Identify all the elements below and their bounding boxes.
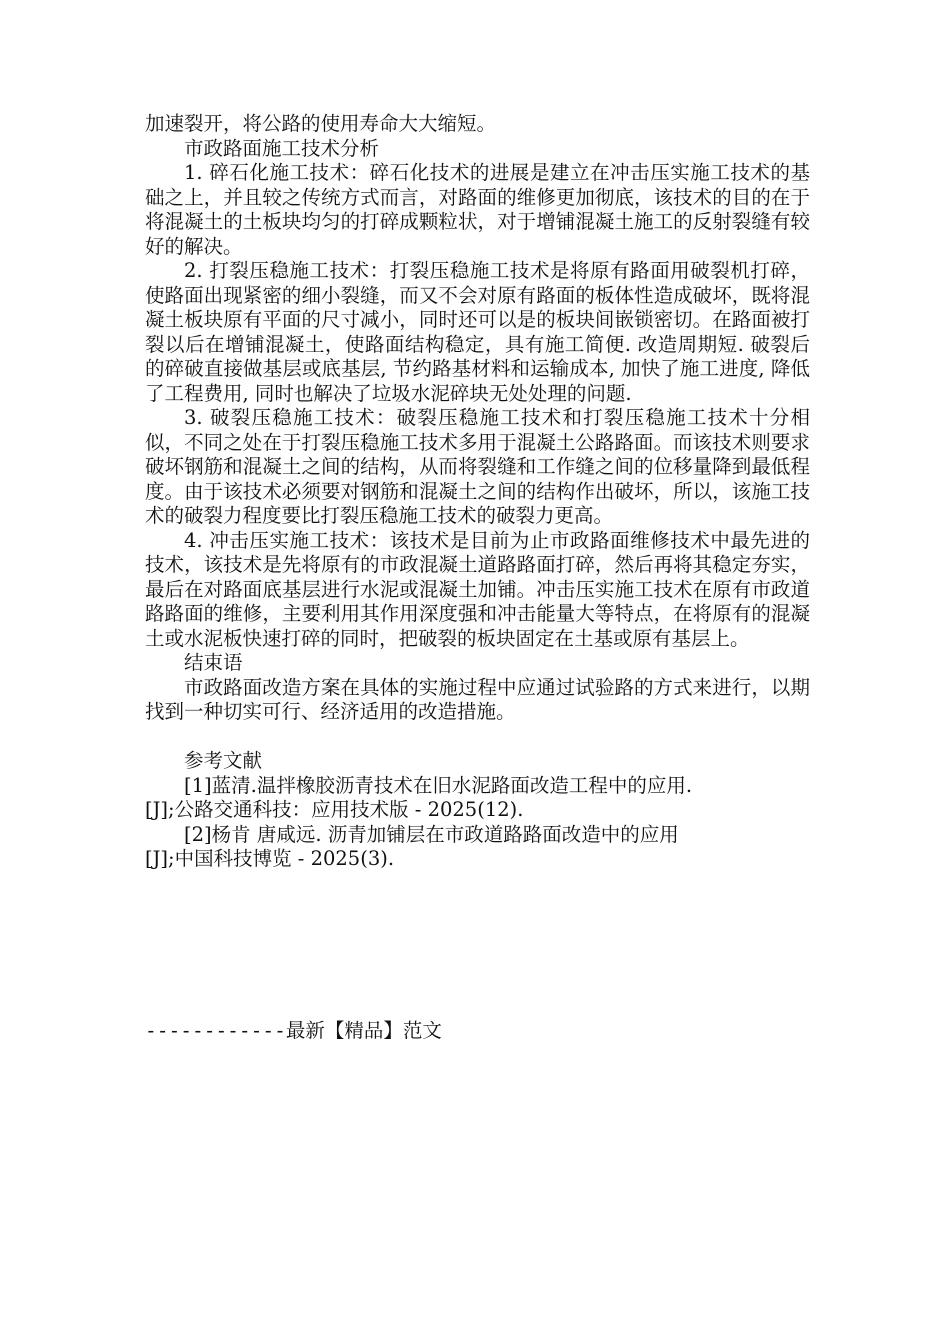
paragraph-2: 2. 打裂压稳施工技术：打裂压稳施工技术是将原有路面用破裂机打碎，使路面出现紧密的细小裂缝，而又不会对原有路面的板体性造成破坏，既将混凝土板块原有平面的尺寸减小，同时还可以是的板块间嵌锁密切。在路面被打裂以后在增铺混凝土，使路面结构稳定，具有施工简便. 改造周期短. 破裂后的碎破直接做基层或底基层, 节约路基材料和运输成本, 加快了施工进度, 降低了工程费用, 同时也解决了垃圾水泥碎块无处处理的问题. (145, 259, 810, 405)
references-heading: 参考文献 (184, 749, 263, 772)
lead-fragment: 加速裂开，将公路的使用寿命大大缩短。 (145, 112, 497, 135)
reference-2-line-2: [J];中国科技博览 - 2025(3). (145, 847, 395, 870)
reference-1-line-2: [J];公路交通科技：应用技术版 - 2025(12). (145, 798, 524, 821)
paragraph-1: 1. 碎石化施工技术：碎石化技术的进展是建立在冲击压实施工技术的基础之上，并且较之传统方式而言，对路面的维修更加彻底，该技术的目的在于将混凝土的土板块均匀的打碎成颗粒状，对于增铺混凝土施工的反射裂缝有较好的解决。 (145, 161, 810, 258)
reference-2-line-1: [2]杨肯 唐咸远. 沥青加铺层在市政道路路面改造中的应用 (184, 822, 679, 846)
conclusion-heading: 结束语 (184, 651, 243, 674)
paragraph-4: 4. 冲击压实施工技术：该技术是目前为止市政路面维修技术中最先进的技术，该技术是先将原有的市政混凝土道路路面打碎，然后再将其稳定夯实，最后在对路面底基层进行水泥或混凝土加铺。冲击压实施工技术在原有市政道路路面的维修，主要利用其作用深度强和冲击能量大等特点，在将原有的混凝土或水泥板快速打碎的同时，把破裂的板块固定在土基或原有基层上。 (145, 528, 810, 650)
conclusion-text: 市政路面改造方案在具体的实施过程中应通过试验路的方式来进行，以期找到一种切实可行、经济适用的改造措施。 (145, 675, 810, 723)
reference-1-line-1: [1]蓝清.温拌橡胶沥青技术在旧水泥路面改造工程中的应用. (184, 773, 693, 797)
footer-tagline: ------------最新【精品】范文 (145, 1019, 442, 1042)
document-body (145, 112, 810, 872)
spacer (145, 725, 810, 750)
section-heading: 市政路面施工技术分析 (184, 136, 380, 160)
paragraph-3: 3. 破裂压稳施工技术：破裂压稳施工技术和打裂压稳施工技术十分相似，不同之处在于打裂压稳施工技术多用于混凝土公路路面。而该技术则要求破坏钢筋和混凝土之间的结构，从而将裂缝和工作缝之间的位移量降到最低程度。由于该技术必须要对钢筋和混凝土之间的结构作出破坏，所以，该施工技术的破裂力程度要比打裂压稳施工技术的破裂力更高。 (145, 406, 810, 527)
